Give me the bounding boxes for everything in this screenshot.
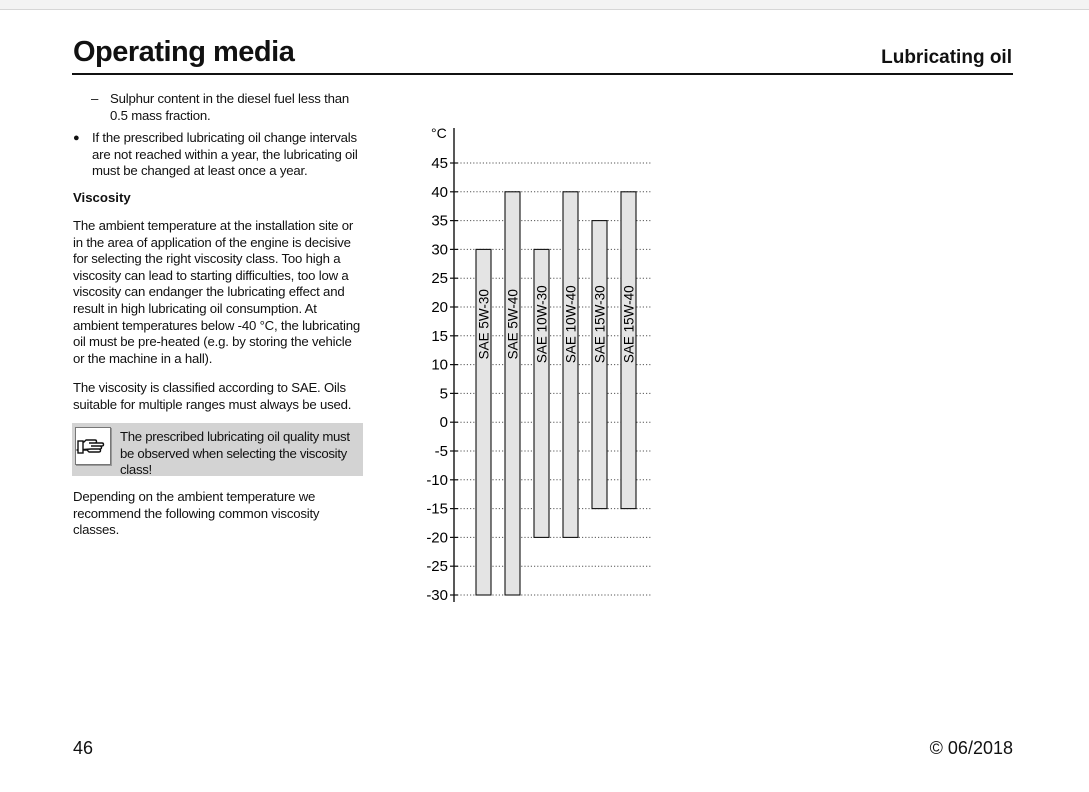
y-tick-label: 40 xyxy=(431,183,448,201)
bar-label: SAE 10W-30 xyxy=(534,285,550,364)
sae-paragraph: The viscosity is classified according to SAE. Oils suitable for multiple ranges must always be used. xyxy=(73,380,352,412)
bullet-marker: ● xyxy=(73,132,80,144)
dash-marker: – xyxy=(91,91,99,106)
y-tick-label: 5 xyxy=(439,385,448,403)
bar-label: SAE 15W-40 xyxy=(621,285,637,364)
viscosity-bar xyxy=(505,192,520,595)
y-tick-label: 25 xyxy=(431,270,448,288)
bullet-item-text: If the prescribed lubricating oil change intervals are not reached within a year, the lubricating oil must be changed at least once a year. xyxy=(92,130,358,179)
header-rule xyxy=(72,73,1013,75)
y-tick-label: 15 xyxy=(431,327,448,345)
bar-label: SAE 15W-30 xyxy=(592,285,608,364)
y-tick-label: 20 xyxy=(431,299,448,316)
y-tick-label: 10 xyxy=(431,356,448,374)
y-tick-label: -25 xyxy=(426,558,448,576)
y-tick-label: -5 xyxy=(434,443,448,460)
footer-date: © 06/2018 xyxy=(929,738,1013,758)
page-number: 46 xyxy=(73,738,94,758)
bar-label: SAE 5W-30 xyxy=(476,289,492,360)
recommendation-paragraph: Depending on the ambient temperature we recommend the following common viscosity classes. xyxy=(73,489,320,538)
page-title: Operating media xyxy=(73,36,295,68)
note-text: The prescribed lubricating oil quality must be observed when selecting the viscosity class! xyxy=(120,429,350,478)
section-title: Lubricating oil xyxy=(881,47,1012,68)
y-tick-label: 0 xyxy=(439,414,448,432)
y-tick-label: 35 xyxy=(431,212,448,230)
bullet-list-item xyxy=(73,130,363,180)
bar-label: SAE 10W-40 xyxy=(563,285,579,364)
y-tick-label: -30 xyxy=(426,587,448,604)
viewer-top-bar xyxy=(0,0,1089,10)
pointing-hand-icon xyxy=(75,427,111,465)
y-tick-label: -20 xyxy=(426,529,448,547)
viscosity-paragraph: The ambient temperature at the installation site or in the area of application of the engine is decisive for selecting the right viscosity class. Too high a viscosity can lead to starting difficulties, too low a viscosity can endanger the lubricating effect and result in high lubricating oil consumption. At ambient temperatures below -40 °C, the lubricating oil must be pre-heated (e.g. by storing the vehicle or the machine in a hall). xyxy=(73,218,361,366)
bar-label: SAE 5W-40 xyxy=(505,289,521,360)
note-box xyxy=(72,423,363,476)
viscosity-bar xyxy=(563,192,578,538)
y-tick-label: 30 xyxy=(431,241,448,259)
y-axis-unit-label: °C xyxy=(431,125,447,141)
y-tick-label: 45 xyxy=(431,155,448,172)
dash-list-item xyxy=(93,91,368,124)
viscosity-heading: Viscosity xyxy=(73,190,131,205)
viscosity-chart xyxy=(410,120,670,620)
y-tick-label: -15 xyxy=(426,500,448,518)
dash-item-text: Sulphur content in the diesel fuel less than 0.5 mass fraction. xyxy=(110,91,349,123)
y-tick-label: -10 xyxy=(426,471,448,489)
viscosity-bar xyxy=(592,221,607,509)
